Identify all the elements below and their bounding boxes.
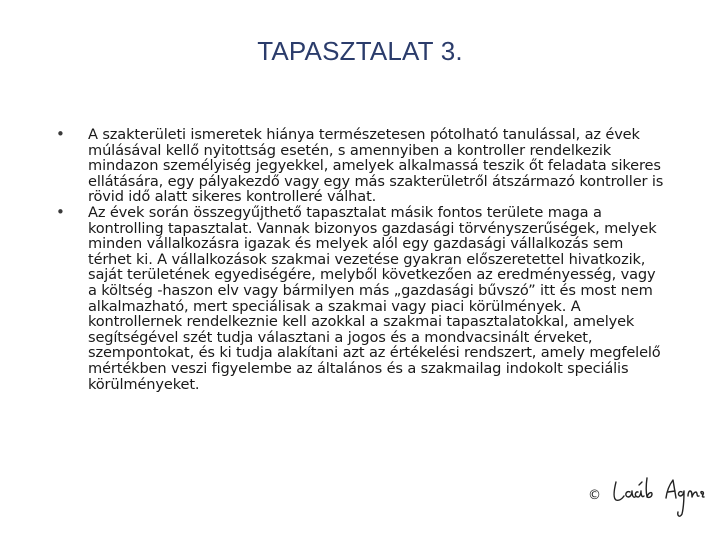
bullet-icon: • [56,202,65,221]
bullet-icon: • [56,125,65,143]
signature-image [610,470,710,522]
bullet-text: A szakterületi ismeretek hiánya természetesen pótolható tanulással, az évek múlásával kellő nyitottság esetén, s amennyiben a kontroller rendelkezik mindazon személyiség jegyekkel, amelyek alkalmassá teszik őt feladata sikeres ellátására, egy pályakezdő vagy egy más szakterületről átszármazó kontroller is rövid idő alatt sikeres kontrolleré válhat. [88,126,664,206]
copyright-icon: © [588,488,601,503]
slide-title: TAPASZTALAT 3. [257,36,463,66]
list-item [56,127,668,205]
list-item [56,202,668,393]
bullet-list [56,127,668,392]
bullet-text: Az évek során összegyűjthető tapasztalat másik fontos területe maga a kontrolling tapasztalat. Vannak bizonyos gazdasági törvényszerűségek, melyek minden vállalkozásra igazak és melyek alól egy gazdasági vállalkozás sem térhet ki. A vállalkozások szakmai vezetése gyakran előszeretettel hivatkozik, saját területének egyediségére, melyből következően az eredményesség, vagy a költség -haszon elv vagy bármilyen más „gazdasági bűvszó” itt és most nem alkalmazható, mert speciálisak a szakmai vagy piaci körülmények. A kontrollernek rendelkeznie kell azokkal a szakmai tapasztalatokkal, amelyek segítségével szét tudja választani a jogos és a mondvacsinált érveket, szempontokat, és ki tudja alakítani azt az értékelési rendszert, amely megfelelő mértékben veszi figyelembe az általános és a szakmailag indokolt speciális körülményeket. [88,203,661,393]
